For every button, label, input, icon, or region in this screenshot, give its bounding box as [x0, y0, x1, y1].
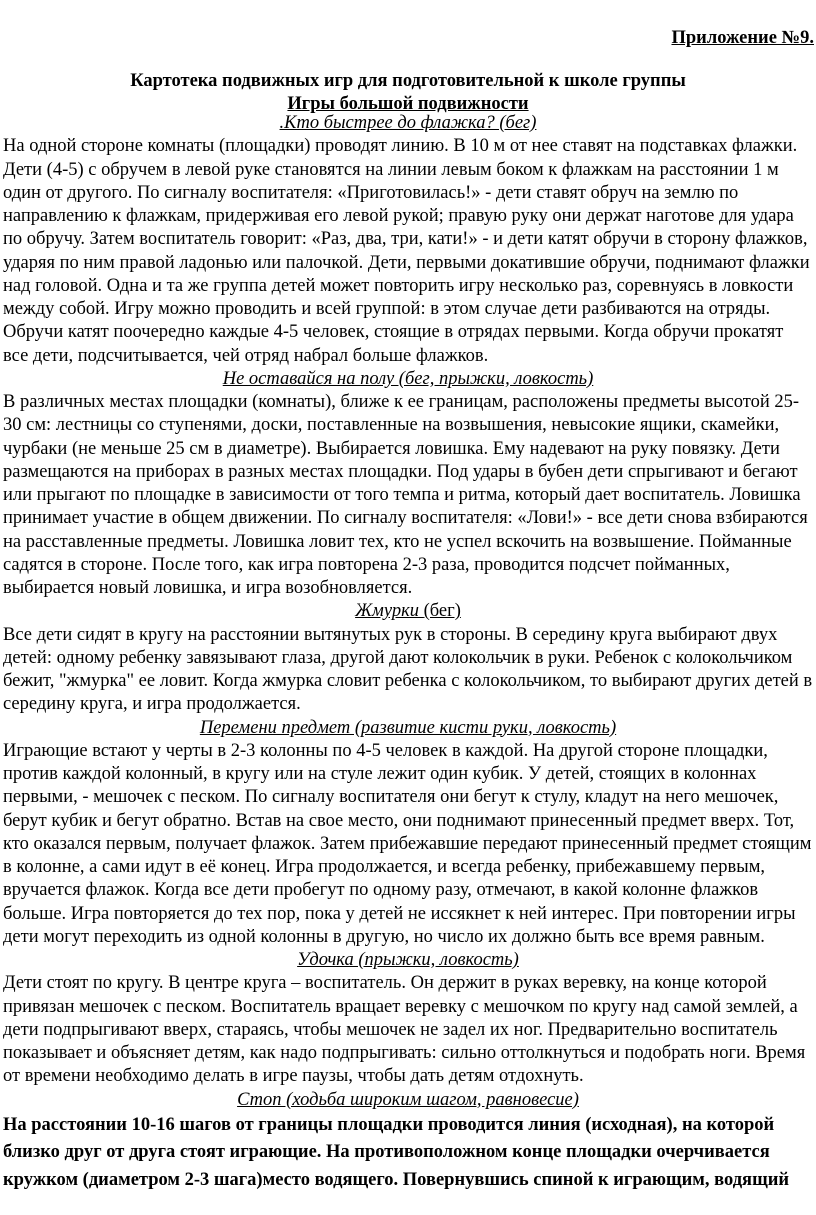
game-description: В различных местах площадки (комнаты), ближе к ее границам, расположены предметы высотой 25-30 см: лестницы со ступенями, доски, поставленные на возвышения, невысокие ящики, скамейки, чурбаки (не меньше 25 см в диаметре). Выбирается ловишка. Ему надевают на руку повязку. Дети размещаются на приборах в разных местах площадки. Под удары в бубен дети спрыгивают и бегают или прыгают по площадке в зависимости от того темпа и ритма, который дает воспитатель. Ловишка принимает участие в общем движении. По сигналу воспитателя: «Лови!» - все дети снова взбираются на расставленные предметы. Ловишка ловит тех, кто не успел вскочить на возвышение. Пойманные садятся в стороне. После того, как игра повторена 2-3 раза, проводится подсчет пойманных, выбирается новый ловишка, и игра возобновляется.: [3, 392, 808, 598]
game-section: [3, 717, 813, 950]
appendix-label: Приложение №9.: [671, 28, 814, 48]
section-heading: Игры большой подвижности: [287, 94, 529, 114]
game-description: На расстоянии 10-16 шагов от границы площадки проводится линия (исходная), на которой близко друг от друга стоят играющие. На противоположном конце площадки очерчивается кружком (диаметром 2-3 шага)место водящего. Повернувшись спиной к играющим, водящий: [3, 1114, 790, 1190]
game-section: [3, 1089, 813, 1195]
game-title: .Кто быстрее до флажка? (бег): [279, 113, 537, 133]
game-section: [3, 949, 813, 1089]
game-description: Дети стоят по кругу. В центре круга – воспитатель. Он держит в руках веревку, на конце которой привязан мешочек с песком. Воспитатель вращает веревку с мешочком по кругу над самой землей, а дети подпрыгивают вверх, стараясь, чтобы мешочек не задел их ног. Предварительно воспитатель показывает и объясняет детям, как надо подпрыгивать: сильно оттолкнуться и подобрать ноги. Время от времени необходимо делать в игре паузы, чтобы дать детям отдохнуть.: [3, 973, 806, 1087]
game-description: Все дети сидят в кругу на расстоянии вытянутых рук в стороны. В середину круга выбирают двух детей: одному ребенку завязывают глаза, другой дают колокольчик в руки. Ребенок с колокольчиком бежит, "жмурка" ее ловит. Когда жмурка словит ребенка с колокольчиком, то выбирают других детей в середину круга, и игра продолжается.: [3, 624, 813, 715]
game-title: Удочка (прыжки, ловкость): [297, 950, 519, 970]
game-description: Играющие встают у черты в 2-3 колонны по 4-5 человек в каждой. На другой стороне площадки, против каждой колонный, в кругу или на стуле лежит один кубик. У детей, стоящих в колоннах первыми, - мешочек с песком. По сигналу воспитателя они бегут к стулу, кладут на него мешочек, берут кубик и бегут обратно. Встав на свое место, они поднимают принесенный предмет вверх. Тот, кто оказался первым, получает флажок. Затем прибежавшие передают принесенный предмет стоящим в колонне, а сами идут в её конец. Игра продолжается, и всегда ребенку, прибежавшему первым, вручается флажок. Когда все дети пробегут по одному разу, отмечают, в какой колонне флажков больше. Игра повторяется до тех пор, пока у детей не иссякнет к ней интерес. При повторении игры дети могут переходить из одной колонны в другую, но число их должно быть все время равным.: [3, 740, 812, 947]
games-list: [3, 112, 813, 1194]
game-title-row: [3, 600, 813, 623]
game-description: На одной стороне комнаты (площадки) проводят линию. В 10 м от нее ставят на подставках флажки. Дети (4-5) с обручем в левой руке становятся на линии левым боком к флажкам на расстоянии 1 м один от другого. По сигналу воспитателя: «Приготовилась!» - дети ставят обруч на землю по направлению к флажкам, придерживая его левой рукой; правую руку они держат наготове для удара по обручу. Затем воспитатель говорит: «Раз, два, три, кати!» - и дети катят обручи в сторону флажков, ударяя по ним правой ладонью или палочкой. Дети, первыми докатившие обручи, поднимают флажки над головой. Одна и та же группа детей может повторить игру несколько раз, соревнуясь в ловкости между собой. Игру можно проводить и всей группой: в этом случае дети разбиваются на отряды. Обручи катят поочередно каждые 4-5 человек, стоящие в отрядах первыми. Когда обручи прокатят все дети, подсчитывается, чей отряд набрал больше флажков.: [3, 136, 810, 366]
document-title: Картотека подвижных игр для подготовительной к школе группы: [130, 71, 686, 91]
game-title: Жмурки: [355, 601, 424, 622]
game-section: [3, 368, 813, 601]
game-section: [3, 600, 813, 716]
game-section: [3, 112, 813, 368]
game-title: Стоп (ходьба широким шагом, равновесие): [237, 1089, 579, 1110]
game-title: Не оставайся на полу (бег, прыжки, ловкость): [222, 368, 594, 389]
game-title: Перемени предмет (развитие кисти руки, ловкость): [199, 717, 617, 738]
game-title-suffix: (бег): [423, 601, 461, 622]
